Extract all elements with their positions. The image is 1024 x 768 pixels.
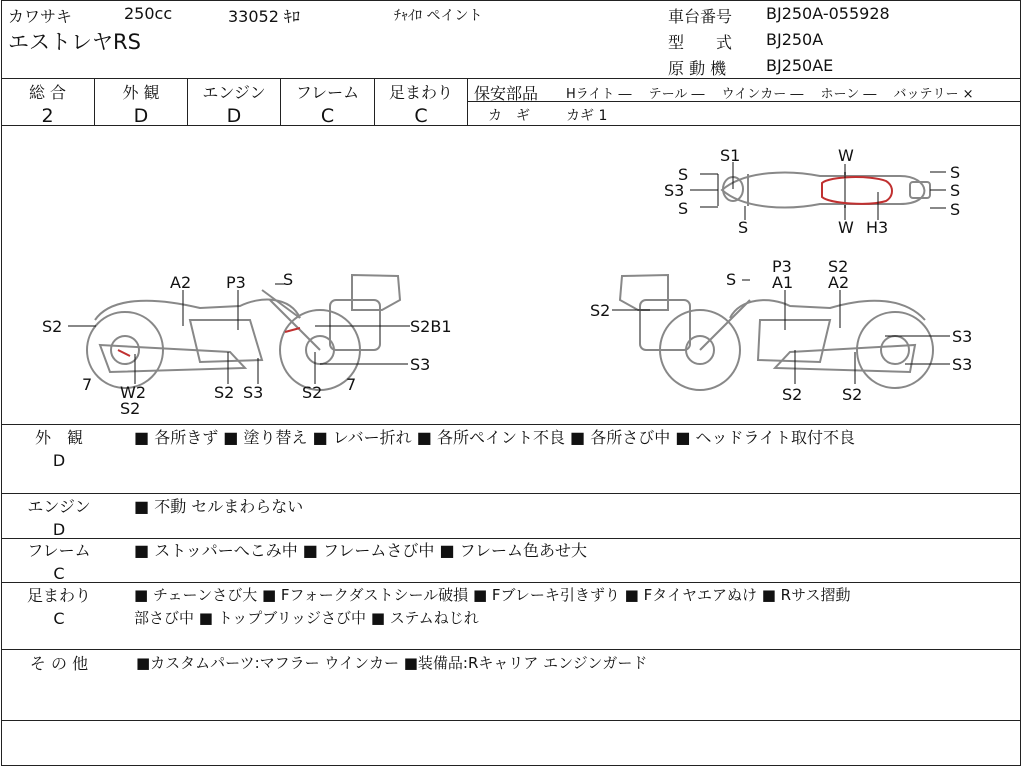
right-bike-outline xyxy=(620,275,933,390)
diagram-label: A2 xyxy=(170,273,192,292)
diagram-label: S3 xyxy=(952,327,973,346)
grade-exterior: 外 観 D xyxy=(122,83,160,127)
frame-no: BJ250A-055928 xyxy=(766,4,890,23)
section-engine-text: ■ 不動 セルまわらない xyxy=(134,497,304,516)
divider xyxy=(1,582,1021,583)
diagram-label: S2 xyxy=(42,317,63,336)
divider xyxy=(1,78,1021,79)
diagram-label: H3 xyxy=(866,218,889,237)
diagram-label: S3 xyxy=(664,181,685,200)
grade-engine: エンジン D xyxy=(202,83,266,127)
model-name: エストレヤRS xyxy=(8,30,141,54)
diagram-label: S xyxy=(950,200,961,219)
diagram-label: 7 xyxy=(82,375,93,394)
color: ﾁｬｲﾛ ペイント xyxy=(394,8,483,24)
diagram-label: S xyxy=(678,199,689,218)
top-view-outline xyxy=(718,172,930,208)
diagram-label: S3 xyxy=(243,383,264,402)
divider xyxy=(1,493,1021,494)
engine-value: BJ250AE xyxy=(766,56,834,75)
section-engine-label: エンジン D xyxy=(27,497,91,539)
diagram-label: S3 xyxy=(952,355,973,374)
diagram-label: W2 xyxy=(120,383,146,402)
diagram-label: S3 xyxy=(410,355,431,374)
frame-no-label: 車台番号 xyxy=(668,7,733,26)
diagram-label: S xyxy=(950,163,961,182)
section-frame-text: ■ ストッパーへこみ中 ■ フレームさび中 ■ フレーム色あせ大 xyxy=(134,541,588,560)
diagram-label: A1 xyxy=(772,273,794,292)
diagram-label: A2 xyxy=(828,273,850,292)
divider xyxy=(1,649,1021,650)
diagram-label: 7 xyxy=(346,375,357,394)
section-other-label: そ の 他 xyxy=(29,654,89,673)
diagram-label: S xyxy=(678,165,689,184)
diagram-label: S2 xyxy=(302,383,323,402)
diagram-label: S2 xyxy=(782,385,803,404)
diagram-label: S1 xyxy=(720,146,741,165)
divider xyxy=(467,78,468,125)
mileage: 33052 ｷﾛ xyxy=(228,7,300,26)
diagram-label: P3 xyxy=(772,257,792,276)
key-label: カ ギ xyxy=(488,108,530,124)
divider xyxy=(1,720,1021,721)
displacement: 250cc xyxy=(124,4,173,23)
diagram-label: S2 xyxy=(590,301,611,320)
key-value: カギ 1 xyxy=(566,108,608,124)
diagram-label: S xyxy=(950,181,961,200)
engine-label: 原 動 機 xyxy=(668,59,727,78)
type-label: 型 式 xyxy=(668,33,733,52)
diagram-label: W xyxy=(838,218,854,237)
maker: カワサキ xyxy=(8,7,73,26)
section-other-text: ■カスタムパーツ:マフラー ウインカー ■装備品:Rキャリア エンジンガード xyxy=(136,654,648,672)
diagram-label: S xyxy=(283,270,294,289)
diagram-label: W xyxy=(838,146,854,165)
left-bike-outline xyxy=(87,275,400,390)
diagram-label: S xyxy=(726,270,737,289)
diagram-label: S2 xyxy=(842,385,863,404)
diagram-label: S2 xyxy=(214,383,235,402)
section-exterior-label: 外 観 D xyxy=(34,428,83,470)
diagram-label: S2 xyxy=(828,257,849,276)
grade-suspension: 足まわり C xyxy=(388,83,453,127)
motorcycle-diagram xyxy=(0,126,1024,424)
section-suspension-text: ■ チェーンさび大 ■ Fフォークダストシール破損 ■ Fブレーキ引きずり ■ Fタイヤエアぬけ ■ Rサス摺動 部さび中 ■ トップブリッジさび中 ■ ステムねじれ xyxy=(134,586,851,627)
diagram-label: S xyxy=(738,218,749,237)
section-frame-label: フレーム C xyxy=(27,541,91,583)
diagram-label: S2B1 xyxy=(410,317,452,336)
safety-label: 保安部品 xyxy=(474,84,539,103)
divider xyxy=(1,424,1021,425)
section-suspension-label: 足まわり C xyxy=(26,586,91,628)
diagram-label: P3 xyxy=(226,273,246,292)
safety-parts: Hライト ― テール ― ウインカー ― ホーン ― バッテリー × xyxy=(566,87,974,102)
diagram-label: S2 xyxy=(120,399,141,418)
section-exterior-text: ■ 各所きず ■ 塗り替え ■ レバー折れ ■ 各所ペイント不良 ■ 各所さび中 ■ ヘッドライト取付不良 xyxy=(134,428,856,447)
grade-frame: フレーム C xyxy=(295,83,360,127)
grade-overall: 総 合 2 xyxy=(28,83,67,127)
type-value: BJ250A xyxy=(766,30,824,49)
